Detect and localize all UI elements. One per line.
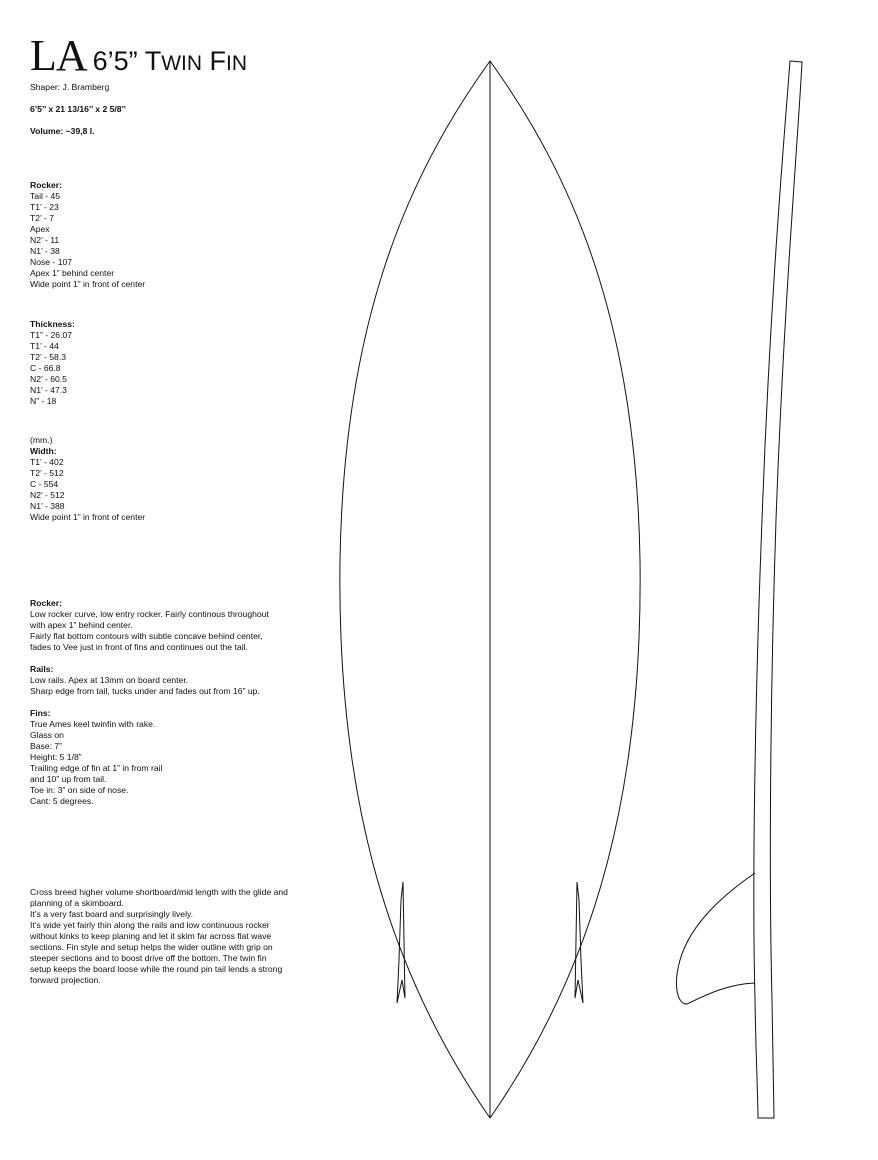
paragraph-line: sections. Fin style and setup helps the wider outline with grip on — [30, 942, 273, 952]
fins-heading: Fins: — [30, 708, 51, 718]
paragraph-line: steeper sections and to boost drive off the bottom. The twin fin — [30, 953, 267, 963]
paragraph-line: Low rocker curve, low entry rocker. Fairly continous throughout — [30, 609, 269, 619]
paragraph-line: Fairly flat bottom contours with subtle concave behind center, — [30, 631, 263, 641]
paragraph-line: Cant: 5 degrees. — [30, 796, 94, 806]
spec-line: N2’ - 60.5 — [30, 374, 67, 384]
paragraph-line: planning of a skimboard. — [30, 898, 124, 908]
rocker-description-heading: Rocker: — [30, 598, 62, 608]
title-size: 6’5” — [92, 46, 138, 76]
paragraph-line: Cross breed higher volume shortboard/mid length with the glide and — [30, 887, 288, 897]
title-win: WIN — [161, 52, 203, 75]
dimensions-line: 6’5’’ x 21 13/16’’ x 2 5/8’’ — [30, 104, 127, 114]
spec-line: T1” - 26.07 — [30, 330, 73, 340]
spec-line: N” - 18 — [30, 396, 57, 406]
spec-line: C - 554 — [30, 479, 59, 489]
spec-line: N2’ - 11 — [30, 235, 60, 245]
shaper-line: Shaper: J. Bramberg — [30, 82, 110, 92]
spec-line: T2’ - 7 — [30, 213, 55, 223]
spec-line: N1’ - 388 — [30, 501, 65, 511]
paragraph-line: without kinks to keep planing and let it skim far across flat wave — [30, 931, 272, 941]
paragraph-line: with apex 1” behind center. — [30, 620, 133, 630]
spec-line: T2’ - 58.3 — [30, 352, 66, 362]
spec-line: Wide point 1” in front of center — [30, 512, 146, 522]
paragraph-line: forward projection. — [30, 975, 101, 985]
spec-line: Apex — [30, 224, 50, 234]
paragraph-line: Toe in: 3” on side of nose. — [30, 785, 129, 795]
board-side-profile — [754, 61, 802, 1118]
width-heading: Width: — [30, 446, 57, 456]
title-t: T — [144, 46, 162, 76]
paragraph-line: setup keeps the board loose while the round pin tail lends a strong — [30, 964, 283, 974]
spec-line: Wide point 1” in front of center — [30, 279, 146, 289]
paragraph-line: fades to Vee just in front of fins and continues out the tail. — [30, 642, 248, 652]
spec-line: C - 66.8 — [30, 363, 61, 373]
paragraph-line: Glass on — [30, 730, 64, 740]
spec-line: T1’ - 23 — [30, 202, 59, 212]
paragraph-line: Low rails. Apex at 13mm on board center. — [30, 675, 189, 685]
thickness-heading: Thickness: — [30, 319, 75, 329]
spec-line: T1’ - 402 — [30, 457, 64, 467]
spec-line: Apex 1” behind center — [30, 268, 115, 278]
title-in: IN — [226, 52, 248, 75]
rails-heading: Rails: — [30, 664, 54, 674]
paragraph-line: Base: 7” — [30, 741, 63, 751]
volume-line: Volume: ~39,8 l. — [30, 126, 95, 136]
paragraph-line: It’s wide yet fairly thin along the rails and low continuous rocker — [30, 920, 270, 930]
spec-line: Nose - 107 — [30, 257, 73, 267]
spec-line: T1’ - 44 — [30, 341, 59, 351]
spec-line: N2’ - 512 — [30, 490, 65, 500]
width-unit: (mm.) — [30, 435, 53, 445]
spec-line: N1’ - 38 — [30, 246, 60, 256]
title-f: F — [209, 46, 227, 76]
spec-line: T2’ - 512 — [30, 468, 64, 478]
spec-line: Tail - 45 — [30, 191, 61, 201]
side-fin-outline — [676, 873, 755, 1004]
paragraph-line: Sharp edge from tail, tucks under and fades out from 16” up. — [30, 686, 260, 696]
paragraph-line: True Ames keel twinfin with rake. — [30, 719, 156, 729]
paragraph-line: and 10” up from tail. — [30, 774, 107, 784]
paragraph-line: Trailing edge of fin at 1” in from rail — [30, 763, 163, 773]
spec-line: N1’ - 47.3 — [30, 385, 67, 395]
title-prefix: LA — [30, 31, 87, 80]
rocker-specs-heading: Rocker: — [30, 180, 62, 190]
paragraph-line: Height: 5 1/8” — [30, 752, 82, 762]
paragraph-line: It’s a very fast board and surprisingly lively. — [30, 909, 194, 919]
